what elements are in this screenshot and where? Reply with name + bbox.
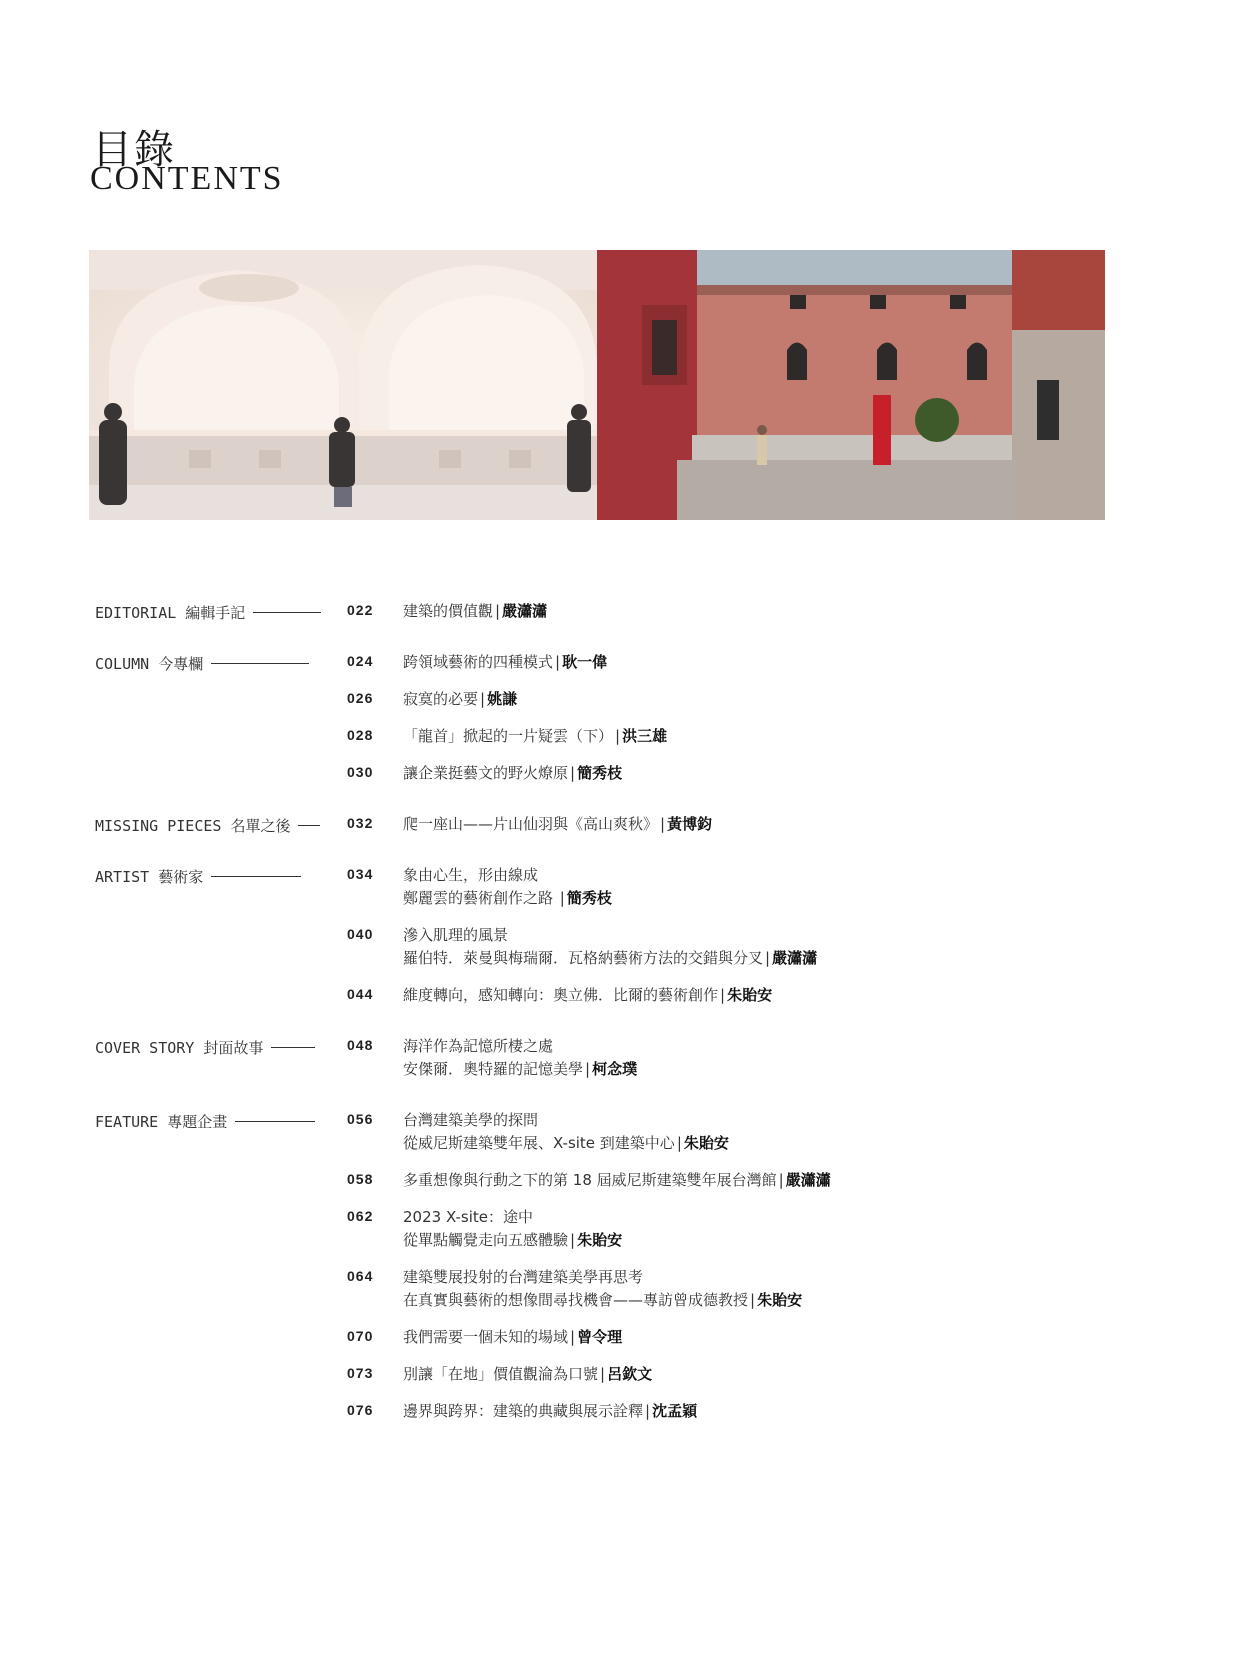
toc-entry[interactable]: 076 邊界與跨界：建築的典藏與展示詮釋 | 沈孟穎 xyxy=(347,1402,698,1420)
entry-title: 滲入肌理的風景 xyxy=(403,926,509,944)
entry-author: 簡秀枝 xyxy=(577,764,623,782)
toc-entry[interactable]: 058 多重想像與行動之下的第 18 屆威尼斯建築雙年展台灣館 | 嚴瀟瀟 xyxy=(347,1171,831,1189)
entry-author: 洪三雄 xyxy=(622,727,668,745)
toc-entry[interactable]: 062 2023 X-site：途中 從單點觸覺走向五感體驗 | 朱貽安 xyxy=(95,1206,1145,1252)
entry-author: 嚴瀟瀟 xyxy=(785,1171,831,1189)
entry-subtitle: 在真實與藝術的想像間尋找機會——專訪曾成德教授 xyxy=(403,1291,749,1309)
entry-title: 我們需要一個未知的場域 xyxy=(403,1328,569,1346)
section-label: COLUMN 今專欄 xyxy=(95,655,204,673)
toc-entry[interactable]: 028 「龍首」掀起的一片疑雲（下） | 洪三雄 xyxy=(347,727,668,745)
page-number: 026 xyxy=(347,690,374,706)
toc-entry[interactable]: 034 象由心生，形由線成 鄭麗雲的藝術創作之路 | 簡秀枝 xyxy=(95,864,1145,910)
page-number: 056 xyxy=(347,1111,374,1127)
toc-section-cover-story xyxy=(95,1035,1145,1081)
section-label: EDITORIAL 編輯手記 xyxy=(95,604,246,622)
entry-author: 朱貽安 xyxy=(577,1231,623,1249)
toc-entry[interactable]: 040 滲入肌理的風景 羅伯特．萊曼與梅瑞爾．瓦格納藝術方法的交錯與分叉 | 嚴瀟瀟 xyxy=(95,924,1145,970)
entry-subtitle: 從威尼斯建築雙年展、X-site 到建築中心 xyxy=(403,1134,675,1152)
page-number: 034 xyxy=(347,866,374,882)
toc-entry[interactable]: 048 海洋作為記憶所棲之處 安傑爾．奧特羅的記憶美學 | 柯念璞 xyxy=(95,1035,1145,1081)
toc-entry[interactable]: 070 我們需要一個未知的場域 | 曾令理 xyxy=(347,1328,623,1346)
page-number: 073 xyxy=(347,1365,374,1381)
entry-title: 台灣建築美學的探問 xyxy=(403,1111,539,1129)
toc-section-artist xyxy=(95,864,1145,1007)
toc-section-editorial xyxy=(95,600,1145,623)
page-number: 076 xyxy=(347,1402,374,1418)
entry-author: 呂欽文 xyxy=(607,1365,653,1383)
entry-subtitle: 安傑爾．奧特羅的記憶美學 xyxy=(403,1060,584,1078)
page-number: 044 xyxy=(347,986,374,1002)
entry-title: 邊界與跨界：建築的典藏與展示詮釋 xyxy=(403,1402,644,1420)
entry-title: 建築的價值觀 xyxy=(403,602,494,620)
page-number: 028 xyxy=(347,727,374,743)
entry-title: 「龍首」掀起的一片疑雲（下） xyxy=(403,727,614,745)
entry-author: 黃博鈞 xyxy=(667,815,713,833)
page-number: 048 xyxy=(347,1037,374,1053)
entry-author: 嚴瀟瀟 xyxy=(502,602,548,620)
entry-author: 姚謙 xyxy=(487,690,518,708)
toc-entry[interactable]: 022 建築的價值觀 | 嚴瀟瀟 xyxy=(347,602,548,620)
entry-title: 寂寞的必要 xyxy=(403,690,479,708)
entry-author: 朱貽安 xyxy=(757,1291,803,1309)
toc-entry[interactable]: 026 寂寞的必要 | 姚謙 xyxy=(347,690,518,708)
section-label: MISSING PIECES 名單之後 xyxy=(95,817,291,835)
hammam-interior-photo xyxy=(89,250,597,520)
page-number: 022 xyxy=(347,602,374,618)
entry-title: 爬一座山——片山仙羽與《高山爽秋》 xyxy=(403,815,659,833)
page-number: 058 xyxy=(347,1171,374,1187)
toc-section-column xyxy=(95,651,1145,785)
page-number: 070 xyxy=(347,1328,374,1344)
toc-entry[interactable]: 024 跨領域藝術的四種模式 | 耿一偉 xyxy=(347,653,608,671)
entry-title: 建築雙展投射的台灣建築美學再思考 xyxy=(403,1268,644,1286)
toc-entry[interactable]: 032 爬一座山——片山仙羽與《高山爽秋》 | 黃博鈞 xyxy=(347,815,713,833)
entry-title: 別讓「在地」價值觀淪為口號 xyxy=(403,1365,599,1383)
toc-section-missing-pieces xyxy=(95,813,1145,836)
entry-title: 象由心生，形由線成 xyxy=(403,866,539,884)
page-number: 024 xyxy=(347,653,374,669)
table-of-contents xyxy=(95,600,1145,1451)
entry-author: 耿一偉 xyxy=(562,653,608,671)
entry-subtitle: 羅伯特．萊曼與梅瑞爾．瓦格納藝術方法的交錯與分叉 xyxy=(403,949,764,967)
page-number: 032 xyxy=(347,815,374,831)
page-number: 064 xyxy=(347,1268,374,1284)
toc-entry[interactable]: 030 讓企業挺藝文的野火燎原 | 簡秀枝 xyxy=(347,764,623,782)
section-label: ARTIST 藝術家 xyxy=(95,868,204,886)
toc-entry[interactable]: 073 別讓「在地」價值觀淪為口號 | 呂欽文 xyxy=(347,1365,653,1383)
entry-title: 維度轉向，感知轉向：奧立佛．比爾的藝術創作 xyxy=(403,986,719,1004)
page-number: 040 xyxy=(347,926,374,942)
entry-author: 簡秀枝 xyxy=(566,889,612,907)
toc-entry[interactable]: 044 維度轉向，感知轉向：奧立佛．比爾的藝術創作 | 朱貽安 xyxy=(347,986,773,1004)
entry-title: 讓企業挺藝文的野火燎原 xyxy=(403,764,569,782)
entry-author: 嚴瀟瀟 xyxy=(772,949,818,967)
entry-title: 海洋作為記憶所棲之處 xyxy=(403,1037,554,1055)
entry-author: 朱貽安 xyxy=(727,986,773,1004)
toc-section-feature xyxy=(95,1109,1145,1423)
entry-author: 曾令理 xyxy=(577,1328,623,1346)
section-label: COVER STORY 封面故事 xyxy=(95,1039,264,1057)
entry-author: 柯念璞 xyxy=(592,1060,638,1078)
page-number: 062 xyxy=(347,1208,374,1224)
toc-entry[interactable]: 056 台灣建築美學的探問 從威尼斯建築雙年展、X-site 到建築中心 | 朱貽安 xyxy=(95,1109,1145,1155)
entry-title: 跨領域藝術的四種模式 xyxy=(403,653,554,671)
entry-title: 多重想像與行動之下的第 18 屆威尼斯建築雙年展台灣館 xyxy=(403,1171,777,1189)
page-title-zh: 目錄 xyxy=(92,127,176,173)
entry-title: 2023 X-site：途中 xyxy=(403,1208,533,1226)
entry-author: 沈孟穎 xyxy=(652,1402,698,1420)
venice-courtyard-photo xyxy=(597,250,1105,520)
entry-author: 朱貽安 xyxy=(683,1134,729,1152)
entry-subtitle: 從單點觸覺走向五感體驗 xyxy=(403,1231,569,1249)
page-title-en: CONTENTS xyxy=(90,160,284,197)
entry-subtitle: 鄭麗雲的藝術創作之路 xyxy=(403,889,554,907)
page-number: 030 xyxy=(347,764,374,780)
section-label: FEATURE 專題企畫 xyxy=(95,1113,228,1131)
toc-entry[interactable]: 064 建築雙展投射的台灣建築美學再思考 在真實與藝術的想像間尋找機會——專訪曾成德教授 | 朱貽安 xyxy=(95,1266,1145,1312)
